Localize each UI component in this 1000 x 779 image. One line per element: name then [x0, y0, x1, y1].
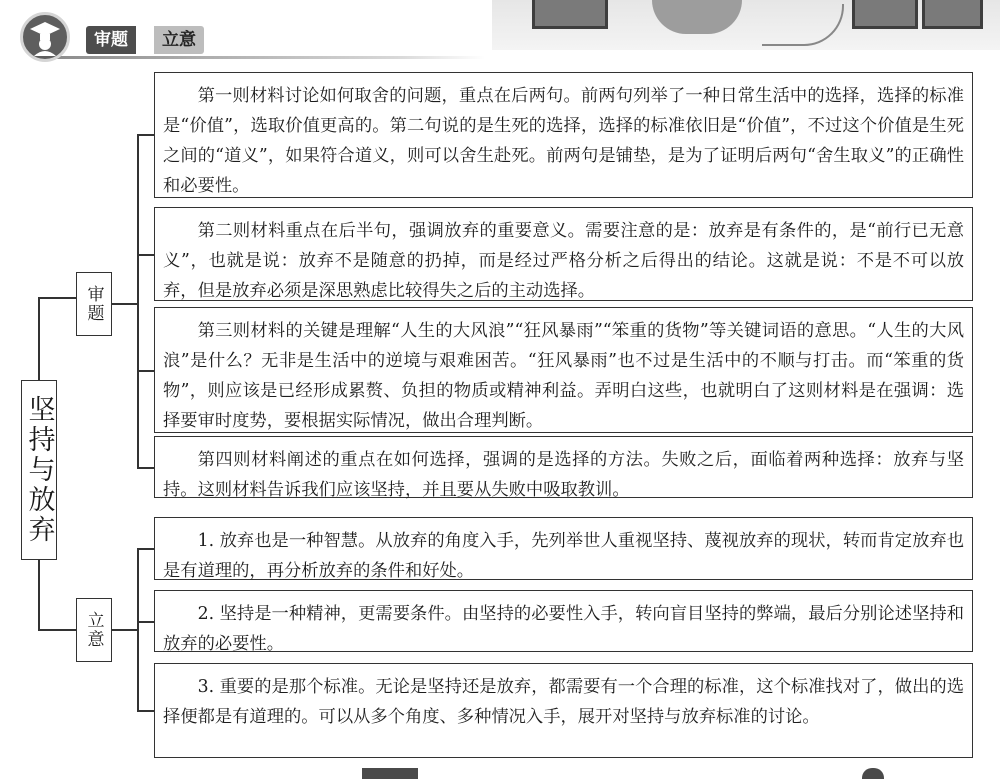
- header-tag-shenti: 审题: [86, 26, 136, 54]
- photo-window-left: [532, 0, 608, 29]
- connector-topic-up: [38, 297, 40, 380]
- photo-arm: [762, 4, 844, 46]
- connector-shenti-out: [112, 303, 138, 305]
- graduate-icon: [20, 12, 70, 62]
- header-photo: [492, 0, 1000, 50]
- connector-liyi-trunk: [137, 548, 139, 711]
- branch-shenti: [76, 272, 112, 336]
- branch-shenti-label: 审题: [83, 285, 104, 323]
- shenti-item-4-text: 第四则材料阐述的重点在如何选择，强调的是选择的方法。失败之后，面临着两种选择：放弃与坚持。这则材料告诉我们应该坚持，并且要从失败中吸取教训。: [163, 450, 964, 500]
- connector-to-liyi: [38, 629, 76, 631]
- connector-b3: [137, 370, 154, 372]
- connector-to-shenti: [38, 297, 76, 299]
- photo-window-far-right: [922, 0, 983, 29]
- liyi-item-1: [154, 517, 973, 580]
- shenti-item-2: [154, 207, 973, 301]
- photo-window-right: [852, 0, 918, 29]
- connector-b6: [137, 621, 154, 623]
- branch-liyi-label: 立意: [83, 611, 104, 649]
- liyi-item-2: [154, 590, 973, 652]
- mindmap-topic: [21, 380, 57, 560]
- shenti-item-1: [154, 72, 973, 198]
- section-header: [0, 0, 1000, 72]
- connector-b4: [137, 467, 154, 469]
- liyi-item-2-text: 2. 坚持是一种精神，更需要条件。由坚持的必要性入手，转向盲目坚持的弊端，最后分别论述坚持和放弃的必要性。: [163, 604, 964, 654]
- connector-b1: [137, 134, 154, 136]
- shenti-item-3: [154, 307, 973, 433]
- photo-figure: [652, 0, 742, 34]
- connector-topic-down: [38, 560, 40, 630]
- shenti-item-1-text: 第一则材料讨论如何取舍的问题，重点在后两句。前两句列举了一种日常生活中的选择，选择的标准是“价值”，选取价值更高的。第二句说的是生死的选择，选择的标准依旧是“价值”，不过这个价值是生死之间的“道义”，如果符合道义，则可以舍生赴死。前两句是铺垫，是为了证明后两句“舍生取义”的正确性和必要性。: [163, 86, 964, 196]
- liyi-item-3-text: 3. 重要的是那个标准。无论是坚持还是放弃，都需要有一个合理的标准，这个标准找对了，做出的选择便都是有道理的。可以从多个角度、多种情况入手，展开对坚持与放弃标准的讨论。: [163, 677, 964, 727]
- shenti-item-2-text: 第二则材料重点在后半句，强调放弃的重要意义。需要注意的是：放弃是有条件的，是“前行已无意义”，也就是说：放弃不是随意的扔掉，而是经过严格分析之后得出的结论。这就是说：不是不可以放弃，但是放弃必须是深思熟虑比较得失之后的主动选择。: [163, 221, 964, 301]
- connector-b5: [137, 548, 154, 550]
- shenti-item-4: [154, 436, 973, 498]
- connector-shenti-trunk: [137, 134, 139, 468]
- connector-b2: [137, 254, 154, 256]
- mindmap-topic-label: 坚持与放弃: [23, 395, 55, 545]
- branch-liyi: [76, 598, 112, 662]
- liyi-item-3: [154, 663, 973, 758]
- connector-b7: [137, 710, 154, 712]
- footer-decoration-right: [862, 768, 884, 779]
- header-divider: [45, 56, 485, 59]
- connector-liyi-out: [112, 629, 138, 631]
- footer-decoration-left: [362, 768, 418, 779]
- liyi-item-1-text: 1. 放弃也是一种智慧。从放弃的角度入手，先列举世人重视坚持、蔑视放弃的现状，转而肯定放弃也是有道理的，再分析放弃的条件和好处。: [163, 531, 964, 581]
- header-tag-liyi: 立意: [154, 26, 204, 54]
- shenti-item-3-text: 第三则材料的关键是理解“人生的大风浪”“狂风暴雨”“笨重的货物”等关键词语的意思。“人生的大风浪”是什么？无非是生活中的逆境与艰难困苦。“狂风暴雨”也不过是生活中的不顺与打击。而“笨重的货物”，则应该是已经形成累赘、负担的物质或精神利益。弄明白这些，也就明白了这则材料是在强调：选择要审时度势，要根据实际情况，做出合理判断。: [163, 321, 964, 431]
